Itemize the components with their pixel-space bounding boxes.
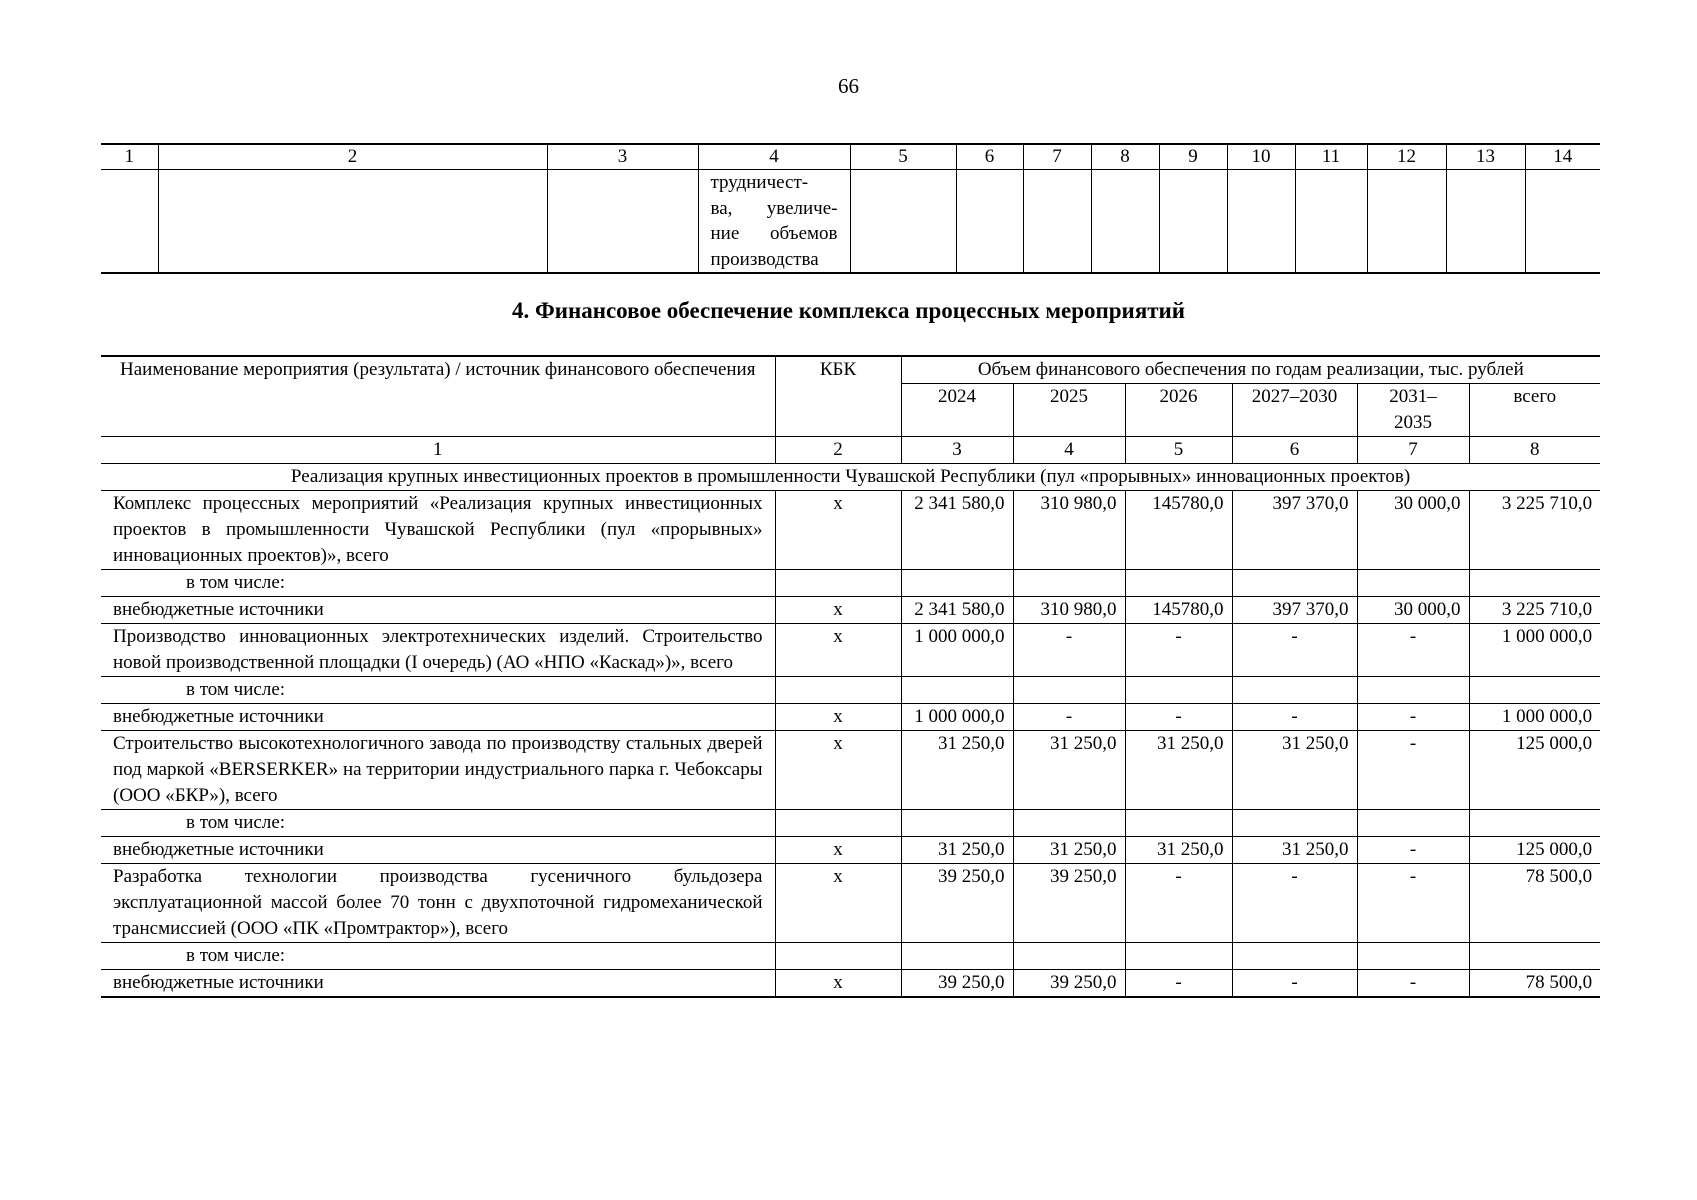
row-value-total: 78 500,0 <box>1469 864 1600 943</box>
row-value-2031-2035: 30 000,0 <box>1357 491 1469 570</box>
column-number: 2 <box>775 437 901 464</box>
table-row <box>101 810 1600 837</box>
column-number: 3 <box>547 144 698 170</box>
section-heading-row <box>101 464 1600 491</box>
row-value-total: 1 000 000,0 <box>1469 624 1600 677</box>
column-number: 6 <box>1232 437 1357 464</box>
row-name: внебюджетные источники <box>101 970 775 998</box>
column-number: 12 <box>1367 144 1446 170</box>
column-number: 6 <box>956 144 1023 170</box>
row-value-2031-2035: - <box>1357 837 1469 864</box>
row-value-2025: 31 250,0 <box>1013 837 1125 864</box>
row-kbk: x <box>775 864 901 943</box>
column-number: 8 <box>1091 144 1159 170</box>
row-name: Комплекс процессных мероприятий «Реализация крупных инвестиционных проектов в промышленности Чувашской Республики (пул «прорывных» инновационных проектов)», всего <box>101 491 775 570</box>
row-value-2027-2030: 31 250,0 <box>1232 731 1357 810</box>
table-row <box>101 597 1600 624</box>
row-value-total: 125 000,0 <box>1469 837 1600 864</box>
header-volume: Объем финансового обеспечения по годам реализации, тыс. рублей <box>901 356 1600 384</box>
row-kbk: x <box>775 970 901 998</box>
row-kbk: x <box>775 704 901 731</box>
table-row <box>101 704 1600 731</box>
row-value-total: 1 000 000,0 <box>1469 704 1600 731</box>
row-value-total: 78 500,0 <box>1469 970 1600 998</box>
table-row <box>101 943 1600 970</box>
table-row <box>101 864 1600 943</box>
row-name: Разработка технологии производства гусеничного бульдозера эксплуатационной массой более 70 тонн с двухпоточной гидромеханической трансмиссией (ООО «ПК «Промтрактор»), всего <box>101 864 775 943</box>
row-value-2026: 31 250,0 <box>1125 731 1232 810</box>
row-value-2031-2035: - <box>1357 731 1469 810</box>
row-value-2025: - <box>1013 704 1125 731</box>
column-number: 11 <box>1295 144 1367 170</box>
row-name: в том числе: <box>101 943 775 970</box>
row-value-total: 3 225 710,0 <box>1469 491 1600 570</box>
section-heading: Реализация крупных инвестиционных проектов в промышленности Чувашской Республики (пул «прорывных» инновационных проектов) <box>101 464 1600 491</box>
row-name: Производство инновационных электротехнических изделий. Строительство новой производственной площадки (I очередь) (АО «НПО «Каскад»)», всего <box>101 624 775 677</box>
row-value-2024: 1 000 000,0 <box>901 704 1013 731</box>
row-name: Строительство высокотехнологичного завода по производству стальных дверей под маркой «BERSERKER» на территории индустриального парка г. Чебоксары (ООО «БКР»), всего <box>101 731 775 810</box>
row-kbk: x <box>775 837 901 864</box>
header-year: 2026 <box>1125 384 1232 437</box>
row-kbk: x <box>775 597 901 624</box>
row-value-2026: 145780,0 <box>1125 597 1232 624</box>
row-value-2025: 310 980,0 <box>1013 597 1125 624</box>
row-value-2026: - <box>1125 624 1232 677</box>
table-row <box>101 570 1600 597</box>
row-name: внебюджетные источники <box>101 837 775 864</box>
header-year: 2031–2035 <box>1357 384 1469 437</box>
row-value-2026: 31 250,0 <box>1125 837 1232 864</box>
row-value-2025: 39 250,0 <box>1013 864 1125 943</box>
row-name: внебюджетные источники <box>101 597 775 624</box>
row-name: в том числе: <box>101 810 775 837</box>
column-number: 1 <box>101 437 775 464</box>
header-year: 2027–2030 <box>1232 384 1357 437</box>
row-value-2027-2030: - <box>1232 624 1357 677</box>
column-number: 8 <box>1469 437 1600 464</box>
column-number: 14 <box>1525 144 1600 170</box>
row-value-total: 125 000,0 <box>1469 731 1600 810</box>
page-number: 66 <box>838 74 859 98</box>
continuation-row <box>101 170 1600 274</box>
row-value-2025: 31 250,0 <box>1013 731 1125 810</box>
column-number: 10 <box>1227 144 1295 170</box>
row-value-2024: 2 341 580,0 <box>901 597 1013 624</box>
column-number: 4 <box>698 144 850 170</box>
header-name: Наименование мероприятия (результата) / источник финансового обеспечения <box>101 356 775 437</box>
row-value-2026: - <box>1125 864 1232 943</box>
row-value-2031-2035: - <box>1357 704 1469 731</box>
row-value-2024: 1 000 000,0 <box>901 624 1013 677</box>
table-row <box>101 624 1600 677</box>
row-name: внебюджетные источники <box>101 704 775 731</box>
row-value-2031-2035: - <box>1357 624 1469 677</box>
header-kbk: КБК <box>775 356 901 437</box>
row-value-2027-2030: - <box>1232 704 1357 731</box>
row-value-2031-2035: - <box>1357 864 1469 943</box>
row-value-2024: 2 341 580,0 <box>901 491 1013 570</box>
row-value-2025: 39 250,0 <box>1013 970 1125 998</box>
column-number: 3 <box>901 437 1013 464</box>
column-number: 2 <box>158 144 547 170</box>
column-number: 5 <box>850 144 956 170</box>
table-row <box>101 837 1600 864</box>
table-row <box>101 970 1600 998</box>
column-number: 5 <box>1125 437 1232 464</box>
row-value-2031-2035: 30 000,0 <box>1357 597 1469 624</box>
column-number-row <box>101 144 1600 170</box>
continuation-table <box>101 143 1600 274</box>
row-value-2025: 310 980,0 <box>1013 491 1125 570</box>
column-number: 9 <box>1159 144 1227 170</box>
row-value-2027-2030: - <box>1232 970 1357 998</box>
row-kbk: x <box>775 491 901 570</box>
continuation-text: трудничест- ва, увеличе- ние объемов производства <box>698 170 850 274</box>
header-year: 2024 <box>901 384 1013 437</box>
row-value-2026: - <box>1125 704 1232 731</box>
column-number-row <box>101 437 1600 464</box>
row-value-2025: - <box>1013 624 1125 677</box>
row-value-2026: 145780,0 <box>1125 491 1232 570</box>
financing-table <box>101 355 1600 998</box>
row-value-2026: - <box>1125 970 1232 998</box>
row-name: в том числе: <box>101 570 775 597</box>
header-total: всего <box>1469 384 1600 437</box>
header-row <box>101 356 1600 384</box>
row-value-2027-2030: - <box>1232 864 1357 943</box>
column-number: 7 <box>1357 437 1469 464</box>
row-value-2024: 31 250,0 <box>901 837 1013 864</box>
row-value-2027-2030: 397 370,0 <box>1232 597 1357 624</box>
table-row <box>101 731 1600 810</box>
section-title: 4. Финансовое обеспечение комплекса процессных мероприятий <box>511 298 1186 323</box>
column-number: 1 <box>101 144 158 170</box>
row-kbk: x <box>775 624 901 677</box>
row-value-2024: 31 250,0 <box>901 731 1013 810</box>
row-value-2031-2035: - <box>1357 970 1469 998</box>
row-value-2027-2030: 397 370,0 <box>1232 491 1357 570</box>
table-row <box>101 491 1600 570</box>
row-value-2027-2030: 31 250,0 <box>1232 837 1357 864</box>
column-number: 13 <box>1446 144 1525 170</box>
column-number: 4 <box>1013 437 1125 464</box>
row-name: в том числе: <box>101 677 775 704</box>
table-row <box>101 677 1600 704</box>
row-value-2024: 39 250,0 <box>901 864 1013 943</box>
row-value-total: 3 225 710,0 <box>1469 597 1600 624</box>
header-year: 2025 <box>1013 384 1125 437</box>
row-kbk: x <box>775 731 901 810</box>
row-value-2024: 39 250,0 <box>901 970 1013 998</box>
column-number: 7 <box>1023 144 1091 170</box>
